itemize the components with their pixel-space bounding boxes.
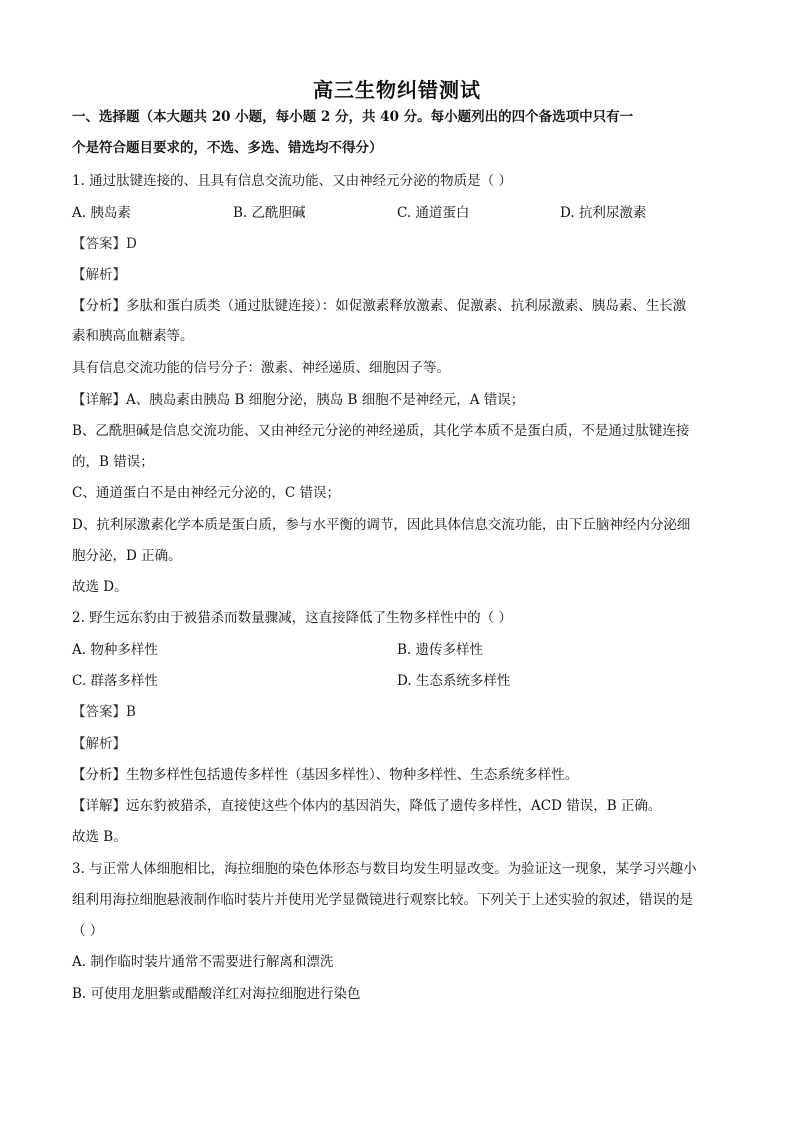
q2-fenxi: 【分析】生物多样性包括遗传多样性（基因多样性）、物种多样性、生态系统多样性。 xyxy=(72,767,579,783)
q1-fenxi-line-2: 素和胰高血糖素等。 xyxy=(72,328,194,344)
q1-fenxi-line-1: 【分析】多肽和蛋白质类（通过肽键连接）：如促激素释放激素、促激素、抗利尿激素、胰岛素、生长激 xyxy=(72,298,687,314)
q1-xiangjie-line-4: C、通道蛋白不是由神经元分泌的，C 错误； xyxy=(72,485,340,501)
question-3-stem-line-1: 3. 与正常人体细胞相比，海拉细胞的染色体形态与数目均发生明显改变。为验证这一现象，某学习兴趣小 xyxy=(72,861,697,877)
q3-option-a: A. 制作临时装片通常不需要进行解离和漂洗 xyxy=(72,954,334,970)
section-heading-line-2: 个是符合题目要求的，不选、多选、错选均不得分） xyxy=(72,140,383,156)
q1-option-b: B. 乙酰胆碱 xyxy=(233,205,306,221)
q2-xiangjie: 【详解】远东豹被猎杀，直接使这些个体内的基因消失，降低了遗传多样性，ACD 错误，B 正确。 xyxy=(72,798,662,814)
q1-analysis-tag: 【解析】 xyxy=(72,267,126,283)
page-title: 高三生物纠错测试 xyxy=(313,78,481,102)
q1-answer: 【答案】D xyxy=(72,236,137,252)
q2-option-c: C. 群落多样性 xyxy=(72,673,158,689)
q1-xiangjie-line-6: 胞分泌，D 正确。 xyxy=(72,548,182,564)
question-3-stem-line-2: 组利用海拉细胞悬液制作临时装片并使用光学显微镜进行观察比较。下列关于上述实验的叙述，错误的是 xyxy=(72,892,693,908)
q2-option-d: D. 生态系统多样性 xyxy=(397,673,511,689)
section-heading-line-1: 一、选择题（本大题共 20 小题，每小题 2 分，共 40 分。每小题列出的四个备选项中只有一 xyxy=(72,109,634,125)
q1-option-a: A. 胰岛素 xyxy=(72,205,131,221)
q2-conclusion: 故选 B。 xyxy=(72,829,127,845)
question-3-stem-line-3: （ ） xyxy=(72,923,104,939)
question-1-stem: 1. 通过肽键连接的、且具有信息交流功能、又由神经元分泌的物质是（ ） xyxy=(72,173,512,189)
q1-xiangjie-line-5: D、抗利尿激素化学本质是蛋白质，参与水平衡的调节，因此具体信息交流功能，由下丘脑神经内分泌细 xyxy=(72,517,691,533)
q2-answer: 【答案】B xyxy=(72,704,136,720)
q2-option-b: B. 遗传多样性 xyxy=(397,642,484,658)
q1-xiangjie-line-1: 【详解】A、胰岛素由胰岛 B 细胞分泌，胰岛 B 细胞不是神经元，A 错误； xyxy=(72,392,525,408)
q1-fenxi-line-3: 具有信息交流功能的信号分子：激素、神经递质、细胞因子等。 xyxy=(72,360,450,376)
q2-analysis-tag: 【解析】 xyxy=(72,736,126,752)
question-2-stem: 2. 野生远东豹由于被猎杀而数量骤减，这直接降低了生物多样性中的（ ） xyxy=(72,610,512,626)
q1-xiangjie-line-3: 的，B 错误； xyxy=(72,454,154,470)
q3-option-b: B. 可使用龙胆紫或醋酸洋红对海拉细胞进行染色 xyxy=(72,986,361,1002)
q1-option-d: D. 抗利尿激素 xyxy=(560,205,647,221)
q1-conclusion: 故选 D。 xyxy=(72,579,128,595)
q1-option-c: C. 通道蛋白 xyxy=(397,205,470,221)
q1-xiangjie-line-2: B、乙酰胆碱是信息交流功能、又由神经元分泌的神经递质，其化学本质不是蛋白质，不是通过肽键连接 xyxy=(72,423,690,439)
q2-option-a: A. 物种多样性 xyxy=(72,642,158,658)
